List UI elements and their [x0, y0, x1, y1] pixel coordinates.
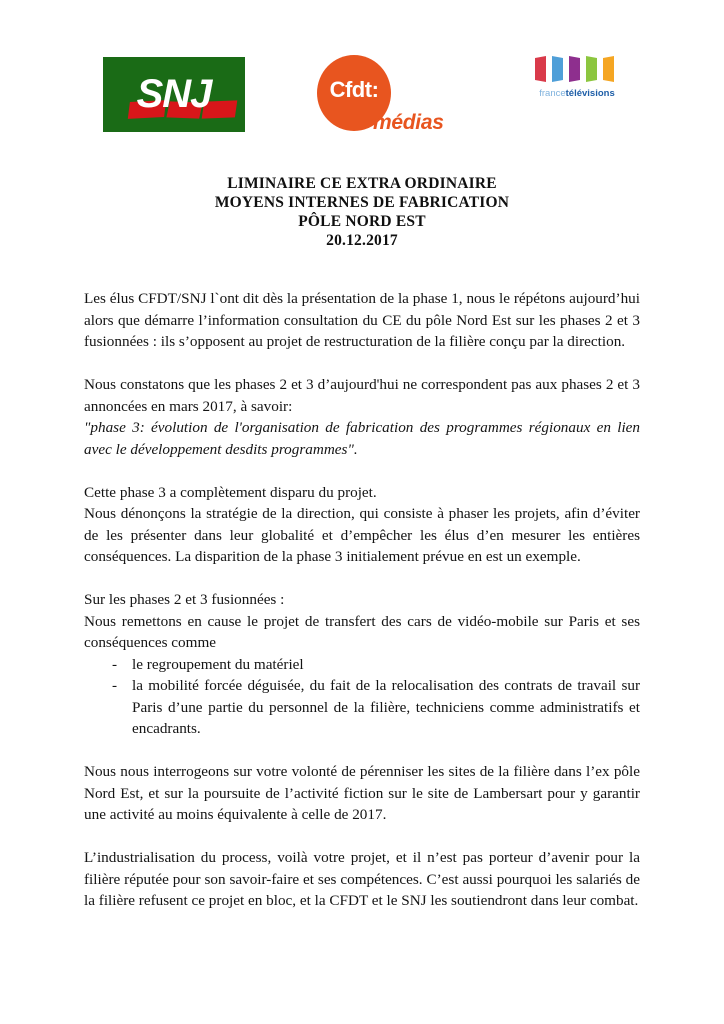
- snj-logo: [103, 57, 245, 132]
- cfdt-medias-text: médias: [373, 111, 444, 134]
- paragraph-2: Nous constatons que les phases 2 et 3 d’aujourd'hui ne correspondent pas aux phases 2 et 3 annoncées en mars 2017, à savoir:: [84, 376, 640, 415]
- title-date: 20.12.2017: [326, 232, 398, 249]
- paragraph-5: Sur les phases 2 et 3 fusionnées :: [84, 591, 285, 608]
- quoted-phase-text: "phase 3: évolution de l'organisation de fabrication des programmes régionaux en lien avec le développement desdits programmes".: [84, 419, 640, 458]
- list-item: [84, 654, 640, 676]
- list-bullet-marker: -: [112, 677, 118, 694]
- list-item-label: le regroupement du matériel: [132, 655, 304, 673]
- ftv-televisions-text: télévisions: [565, 88, 615, 99]
- ftv-france-text: france: [539, 88, 566, 99]
- title-line-1: LIMINAIRE CE EXTRA ORDINAIRE: [227, 175, 497, 192]
- document-title: [62, 174, 662, 250]
- consequences-list: [84, 654, 640, 740]
- paragraph-7: Nous nous interrogeons sur votre volonté de pérenniser les sites de la filière dans l’ex pôle Nord Est, et sur la poursuite de l’activité fiction sur le site de Lambersart pour y garantir une activité au moins équivalente à celle de 2017.: [84, 763, 640, 823]
- title-line-3: PÔLE NORD EST: [298, 213, 426, 230]
- france-televisions-wordmark: [528, 89, 626, 99]
- paragraph-1: Les élus CFDT/SNJ l`ont dit dès la présentation de la phase 1, nous le répétons aujourd’hui alors que démarre l’information consultation du CE du pôle Nord Est sur les phases 2 et 3 fusionnées : ils s’opposent au projet de restructuration de la filière conçu par la direction.: [84, 290, 640, 350]
- france-televisions-mark-icon: [534, 56, 620, 84]
- list-bullet-marker: -: [112, 655, 118, 673]
- cfdt-logo-text: Cfdt:: [329, 77, 379, 102]
- document-body: [84, 288, 640, 933]
- title-line-2: MOYENS INTERNES DE FABRICATION: [214, 194, 510, 211]
- paragraph-3: Cette phase 3 a complètement disparu du projet.: [84, 483, 377, 501]
- paragraph-8: L’industrialisation du process, voilà votre projet, et il n’est pas porteur d’avenir pour la filière réputée pour son savoir-faire et ses compétences. C’est aussi pourquoi les salariés de la filière refusent ce projet en bloc, et la CFDT et le SNJ les soutiendront dans leur combat.: [84, 849, 640, 909]
- snj-logo-text: SNJ: [136, 71, 212, 116]
- france-televisions-logo: [528, 56, 626, 112]
- logo-header-band: [0, 50, 724, 145]
- paragraph-6: Nous remettons en cause le projet de transfert des cars de vidéo-mobile sur Paris et ses conséquences comme: [84, 612, 640, 651]
- paragraph-4: Nous dénonçons la stratégie de la direction, qui consiste à phaser les projets, afin d’éviter de les présenter dans leur globalité et d’empêcher les élus d’en mesurer les entières conséquences. La disparition de la phase 3 initialement prévue en est un exemple.: [84, 505, 640, 565]
- cfdt-medias-logo: [317, 53, 452, 143]
- list-item: [84, 675, 640, 740]
- list-item-label: la mobilité forcée déguisée, du fait de la relocalisation des contrats de travail sur Paris d’une partie du personnel de la filière, techniciens comme administratifs et encadrants.: [132, 677, 640, 737]
